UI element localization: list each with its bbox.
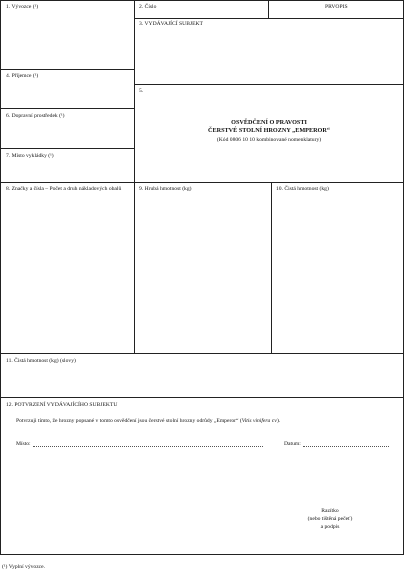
stamp-line1: Razítko: [321, 508, 339, 514]
column-divider: [134, 0, 135, 354]
confirmation-text-italic: Vitis vinifera: [241, 418, 271, 424]
certificate-code: (Kód 0806 10 10 kombinované nomenklatury): [216, 137, 322, 143]
stamp-line3: a podpis: [320, 524, 340, 530]
certificate-title-line1: OSVĚDČENÍ O PRAVOSTI: [231, 119, 307, 126]
transport-label: 6. Dopravní prostředek (¹): [6, 113, 65, 119]
weights-divider: [271, 182, 272, 354]
stamp-line2: (nebo tištěná pečeť): [307, 516, 353, 522]
total-net-weight-label: 11. Čistá hmotnost (kg) (slovy): [6, 358, 76, 364]
goods-row-line: [0, 182, 404, 183]
box5-label: 5.: [139, 88, 144, 94]
marks-label: 8. Značky a čísla – Počet a druh nákladových obalů: [6, 186, 122, 192]
original-label: PRVOPIS: [325, 4, 348, 10]
certificate-title-line2: ČERSTVÉ STOLNÍ HROZNY „EMPEROR“: [208, 127, 330, 134]
date-label: Datum:: [284, 441, 301, 447]
consignee-label: 4. Příjemce (¹): [6, 73, 39, 79]
number-label: 2. Číslo: [139, 4, 157, 10]
place-label: Místo:: [16, 441, 31, 447]
frame-bottom: [0, 554, 404, 555]
number-row-line: [134, 18, 404, 19]
exporter-line: [0, 69, 135, 70]
goods-bottom-line: [0, 353, 404, 354]
date-field[interactable]: [303, 446, 389, 447]
place-field[interactable]: [33, 446, 263, 447]
net-weight-label: 10. Čistá hmotnost (kg): [276, 186, 329, 192]
confirmation-text-end: cv).: [270, 418, 281, 424]
exporter-label: 1. Vývozce (¹): [6, 4, 39, 10]
unloading-place-label: 7. Místo vykládky (¹): [6, 153, 54, 159]
issuing-body-line: [134, 84, 404, 85]
gross-weight-label: 9. Hrubá hmotnost (kg): [139, 186, 192, 192]
transport-line: [0, 148, 135, 149]
confirmation-heading: 12. POTVRZENÍ VYDÁVAJÍCÍHO SUBJEKTU: [6, 402, 118, 408]
confirmation-text-start: Potvrzuji tímto, že hrozny popsané v tomto osvědčení jsou čerstvé stolní hrozny odrůdy „Emperor“ (: [16, 418, 242, 424]
frame-left: [0, 0, 1, 555]
consignee-line: [0, 108, 135, 109]
number-divider: [268, 0, 269, 19]
issuing-body-label: 3. VYDÁVAJÍCÍ SUBJEKT: [139, 21, 203, 27]
confirmation-text: [16, 418, 280, 425]
footnote: (¹) Vyplní vývozce.: [2, 564, 46, 570]
total-weight-line: [0, 397, 404, 398]
frame-top: [0, 0, 404, 1]
